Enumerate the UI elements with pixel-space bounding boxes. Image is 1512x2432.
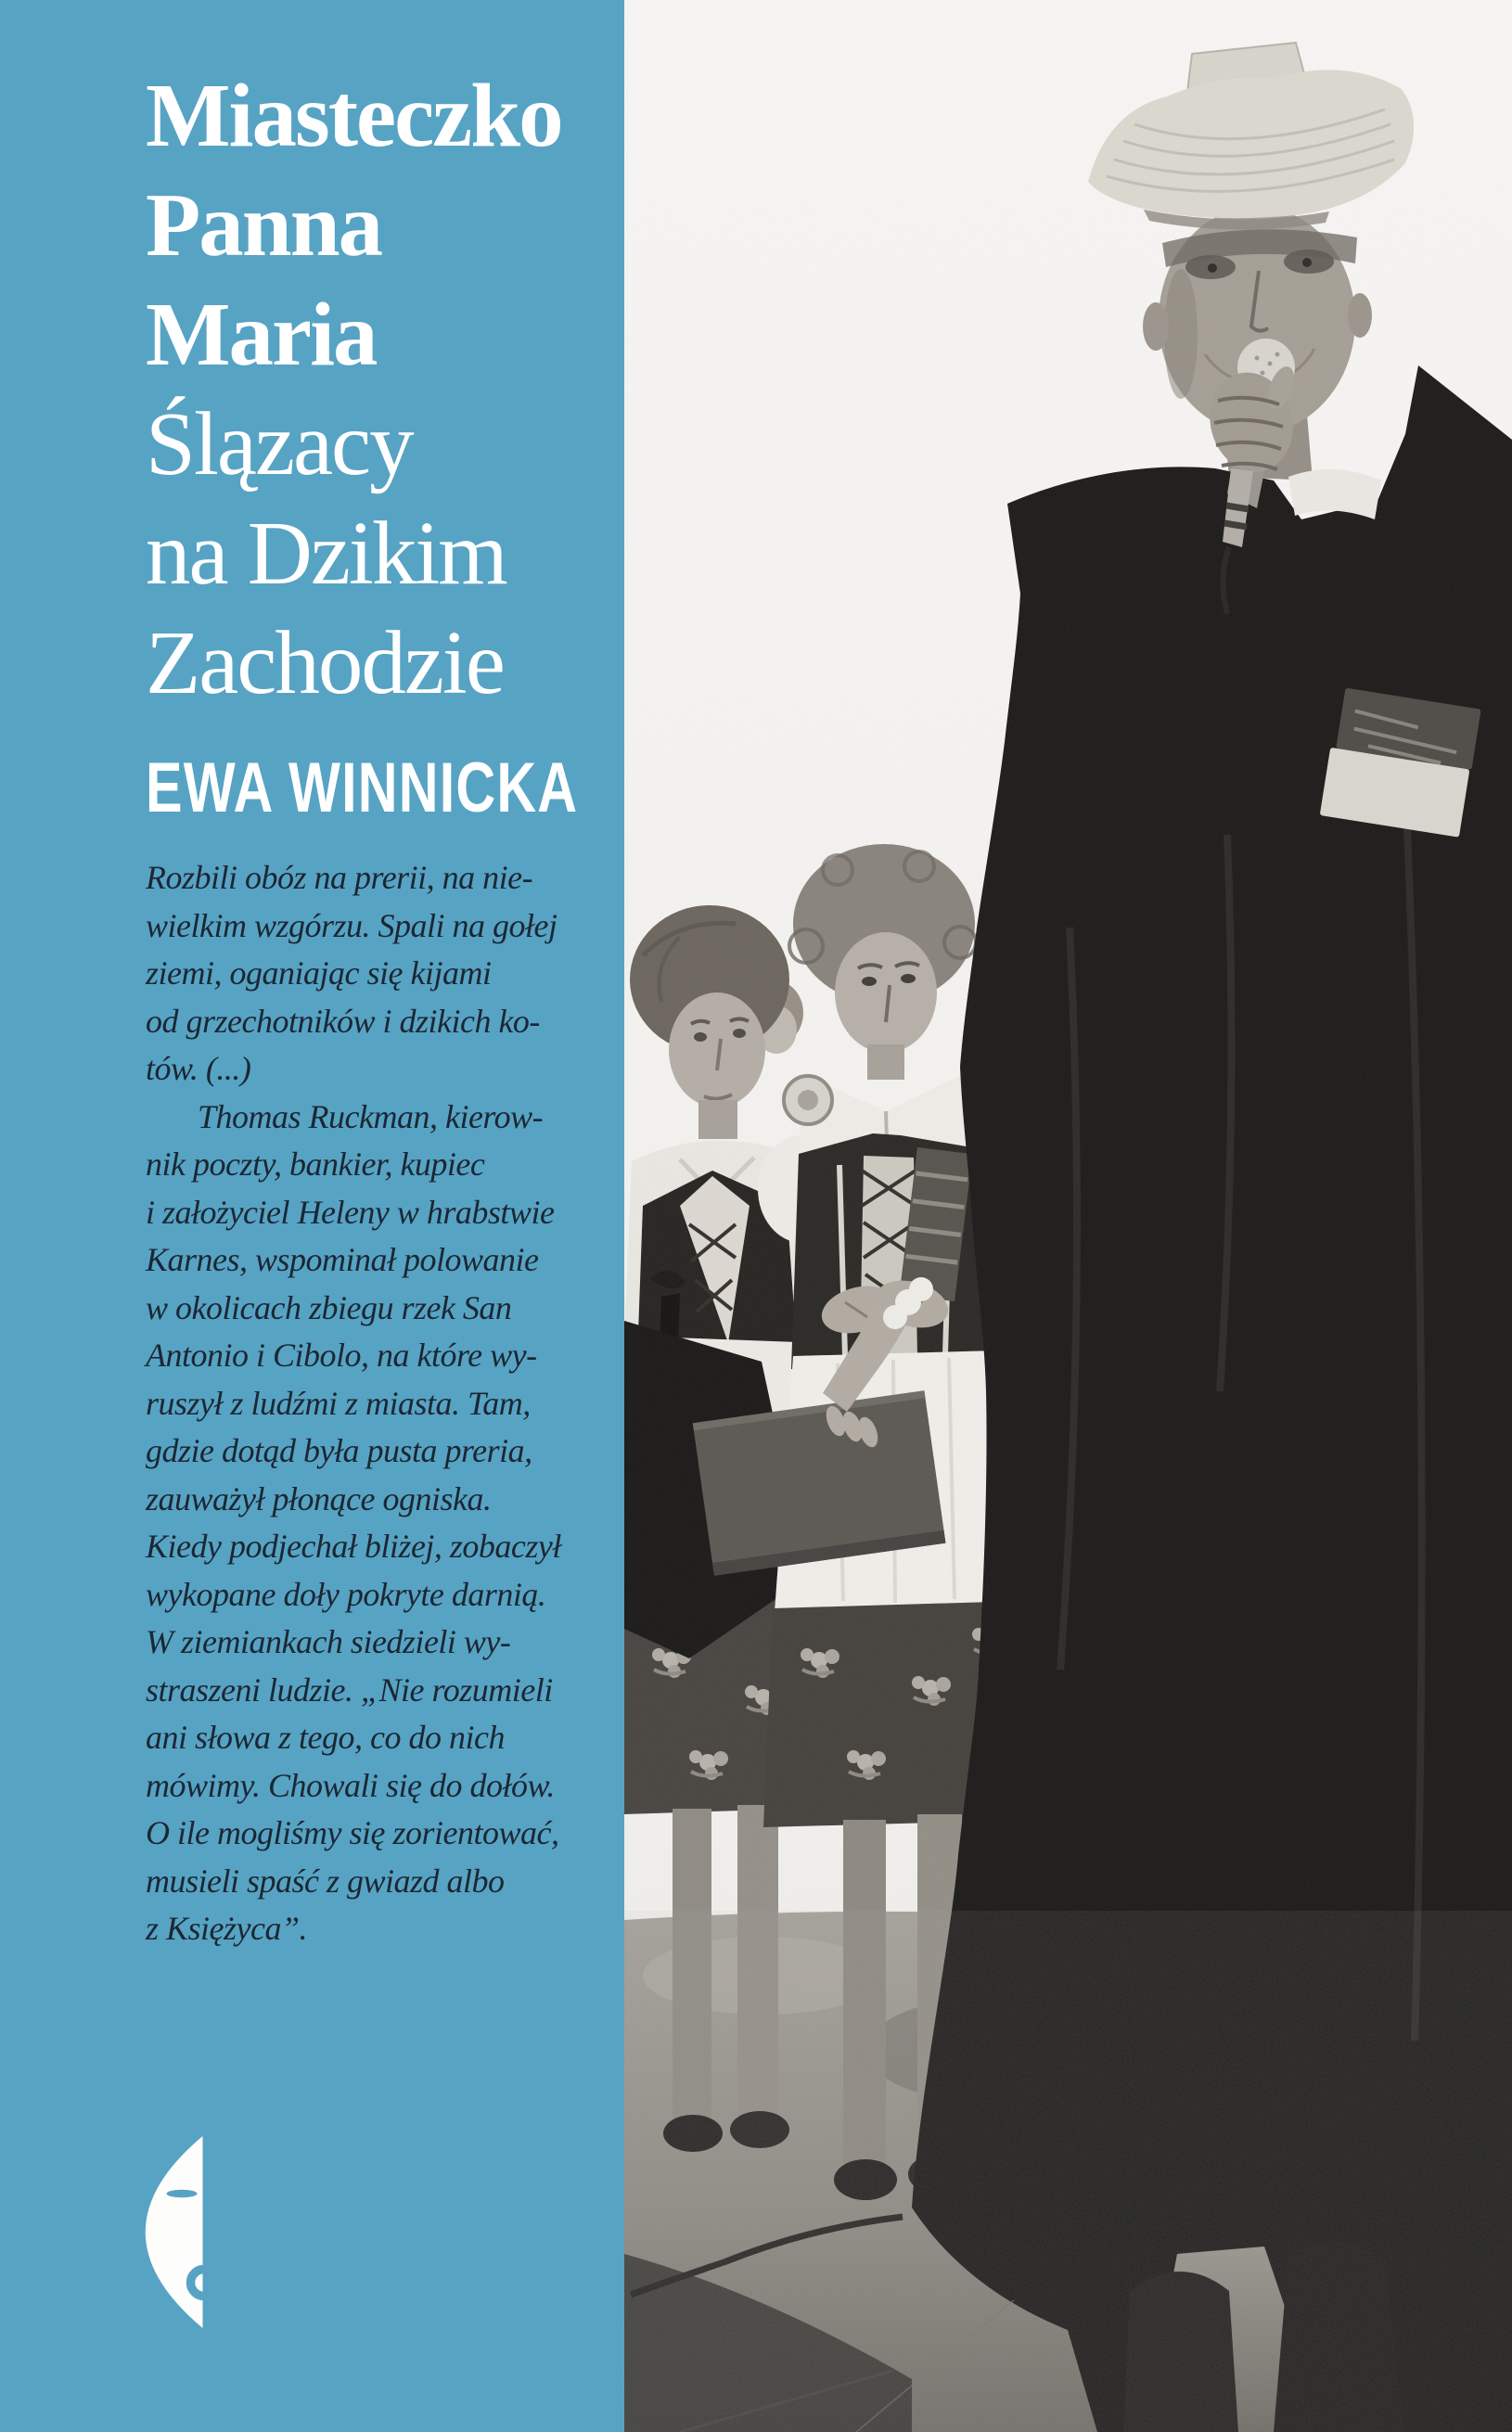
subtitle-line: Ślązacy: [146, 394, 413, 493]
excerpt-line: i założyciel Heleny w hrabstwie: [146, 1193, 555, 1231]
excerpt-line: O ile mogliśmy się zorientować,: [146, 1814, 559, 1851]
czarne-publisher-logo: [145, 2135, 203, 2329]
excerpt-line: Karnes, wspominał polowanie: [146, 1241, 539, 1278]
excerpt-line: tów. (...): [146, 1050, 251, 1087]
excerpt-line: musieli spaść z gwiazd albo: [146, 1862, 505, 1900]
excerpt-line: Antonio i Cibolo, na które wy-: [146, 1337, 537, 1374]
excerpt-line: wykopane doły pokryte darnią.: [146, 1575, 546, 1613]
excerpt-line: mówimy. Chowali się do dołów.: [146, 1766, 555, 1804]
subtitle-line: Zachodzie: [146, 613, 504, 712]
grass-grain: [624, 1911, 1512, 2432]
excerpt-line: w okolicach zbiegu rzek San: [146, 1288, 512, 1326]
title-block: [146, 61, 562, 718]
excerpt-line: ziemi, oganiając się kijami: [146, 954, 492, 992]
excerpt-line: Rozbili obóz na prerii, na nie-: [146, 859, 533, 896]
excerpt-line: Kiedy podjechał bliżej, zobaczył: [146, 1528, 561, 1565]
excerpt-line: od grzechotników i dzikich ko-: [146, 1002, 540, 1040]
excerpt-line: ruszył z ludźmi z miasta. Tam,: [146, 1384, 531, 1422]
excerpt-line: wielkim wzgórzu. Spali na gołej: [146, 906, 557, 944]
excerpt-line: z Księżyca”.: [146, 1910, 307, 1947]
logo-eye: [167, 2190, 198, 2197]
excerpt-line: nik poczty, bankier, kupiec: [146, 1146, 485, 1183]
title-line: Miasteczko: [146, 66, 562, 165]
logo-face-shape: [146, 2136, 203, 2328]
excerpt-line: straszeni ludzie. „Nie rozumieli: [146, 1670, 553, 1709]
excerpt-line: gdzie dotąd była pusta preria,: [146, 1432, 532, 1469]
title-line: Panna: [146, 175, 382, 275]
author-name: EWA WINNICKA: [146, 749, 579, 827]
excerpt-line: ani słowa z tego, co do nich: [146, 1719, 505, 1756]
cover-photograph: [624, 0, 1512, 2432]
excerpt-line: Thomas Ruckman, kierow-: [198, 1097, 544, 1135]
excerpt-line: W ziemiankach siedzieli wy-: [146, 1623, 511, 1660]
excerpt-line: zauważył płonące ogniska.: [146, 1479, 492, 1517]
excerpt-quote: [146, 854, 561, 1953]
subtitle-line: na Dzikim: [146, 504, 506, 603]
title-line: Maria: [146, 285, 377, 384]
